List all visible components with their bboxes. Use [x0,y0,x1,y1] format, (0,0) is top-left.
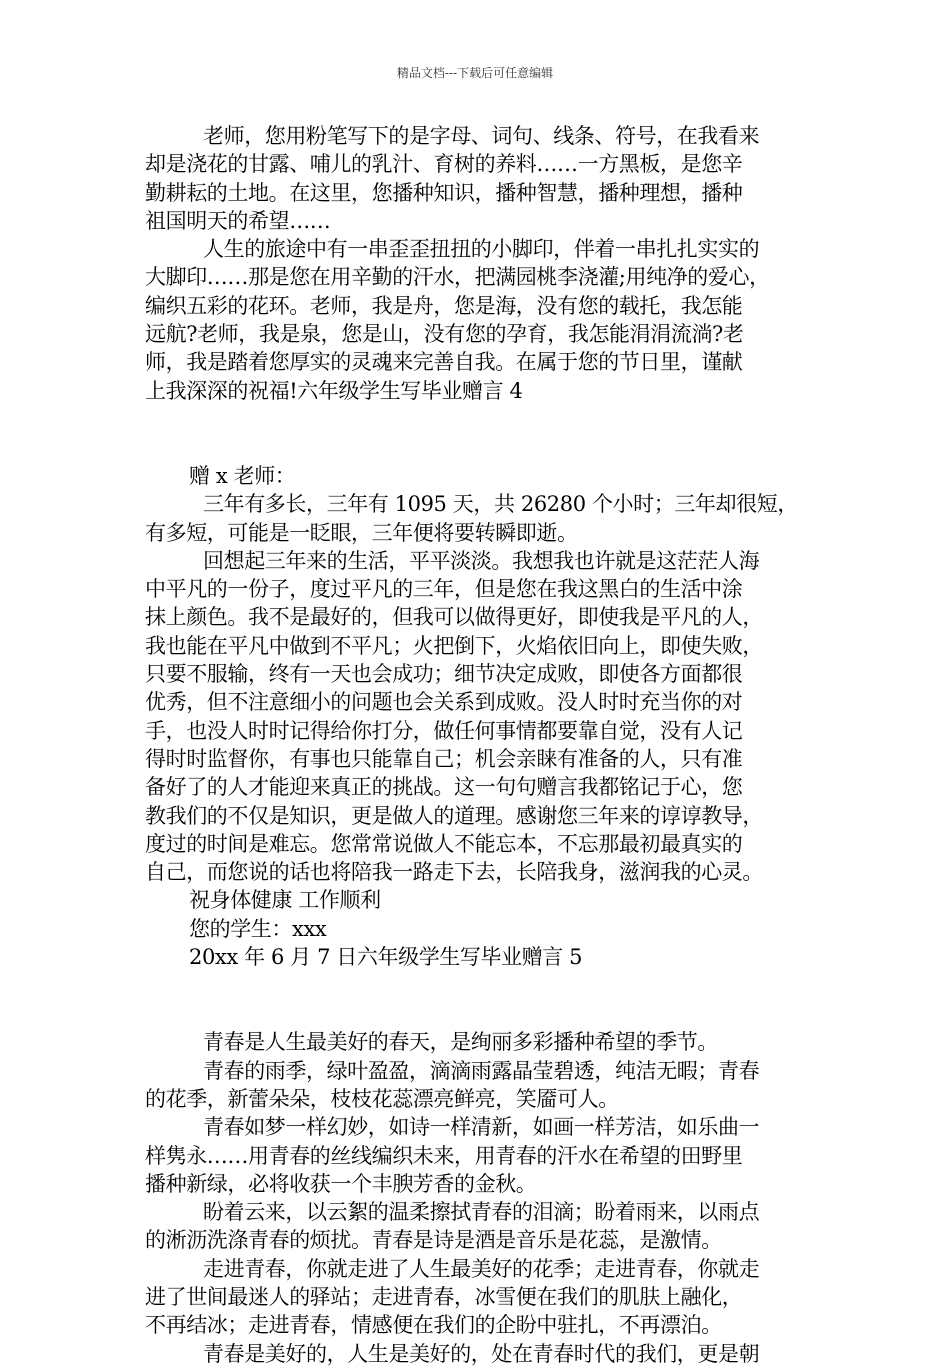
text-line: 勤耕耘的土地。在这里，您播种知识，播种智慧，播种理想，播种 [145,180,743,205]
text-line: 备好了的人才能迎来真正的挑战。这一句句赠言我都铭记于心，您 [145,775,743,800]
text-line: 师，我是踏着您厚实的灵魂来完善自我。在属于您的节日里，谨献 [145,350,743,375]
text-line: 的淅沥洗涤青春的烦扰。青春是诗是酒是音乐是花蕊，是激情。 [145,1228,722,1253]
text-line: 青春是人生最美好的春天，是绚丽多彩播种希望的季节。 [203,1030,718,1055]
salutation: 赠 x 老师： [189,463,296,488]
text-line: 抹上颜色。我不是最好的，但我可以做得更好，即使我是平凡的人， [145,605,763,630]
text-line: 老师，您用粉笔写下的是字母、词句、线条、符号，在我看来 [203,124,760,148]
text-line: 人生的旅途中有一串歪歪扭扭的小脚印，伴着一串扎扎实实的 [203,237,760,262]
date-heading-line: 20xx 年 6 月 7 日六年级学生写毕业赠言 5 [189,945,583,970]
text-line: 编织五彩的花环。老师，我是舟，您是海，没有您的载托，我怎能 [145,293,743,318]
signature-line: 您的学生：xxx [189,916,327,941]
text-line: 大脚印……那是您在用辛勤的汗水，把满园桃李浇灌;用纯净的爱心， [145,265,770,290]
text-line: 走进青春，你就走进了人生最美好的花季；走进青春，你就走 [203,1256,760,1281]
text-line: 优秀，但不注意细小的问题也会关系到成败。没人时时充当你的对 [145,690,743,715]
text-line: 只要不服输，终有一天也会成功；细节决定成败，即使各方面都很 [145,662,743,687]
blank-gap [145,971,825,1028]
text-line: 样隽永……用青春的丝线编织未来，用青春的汗水在希望的田野里 [145,1143,743,1168]
text-line: 祖国明天的希望…… [145,208,331,233]
blank-gap [145,405,825,462]
text-line: 中平凡的一份子，度过平凡的三年，但是您在我这黑白的生活中涂 [145,577,743,602]
text-line: 远航?老师，我是泉，您是山，没有您的孕育，我怎能涓涓流淌?老 [145,322,744,347]
text-line: 三年有多长，三年有 1095 天，共 26280 个小时；三年却很短， [203,492,798,517]
text-line: 有多短，可能是一眨眼，三年便将要转瞬即逝。 [145,520,578,545]
section-heading-line: 上我深深的祝福!六年级学生写毕业赠言 4 [145,378,523,403]
text-line: 不再结冰；走进青春，情感便在我们的企盼中驻扎，不再漂泊。 [145,1313,722,1338]
text-line: 的花季，新蕾朵朵，枝枝花蕊漂亮鲜亮，笑靥可人。 [145,1086,619,1111]
text-line: 自己，而您说的话也将陪我一路走下去，长陪我身，滋润我的心灵。 [145,860,763,885]
text-line: 教我们的不仅是知识，更是做人的道理。感谢您三年来的谆谆教导， [145,803,763,828]
text-line: 回想起三年来的生活，平平淡淡。我想我也许就是这茫茫人海 [203,548,760,573]
text-line: 我也能在平凡中做到不平凡；火把倒下，火焰依旧向上，即使失败， [145,633,763,658]
text-line: 盼着云来，以云絮的温柔擦拭青春的泪滴；盼着雨来，以雨点 [203,1200,760,1225]
text-line: 度过的时间是难忘。您常常说做人不能忘本，不忘那最初最真实的 [145,831,743,856]
text-line: 手，也没人时时记得给你打分，做任何事情都要靠自觉，没有人记 [145,718,743,743]
text-line: 却是浇花的甘露、哺儿的乳汁、育树的养料……一方黑板，是您辛 [145,152,743,177]
document-body [145,122,825,1368]
page-header: 精品文档---下载后可任意编辑 [396,66,554,80]
text-line: 进了世间最迷人的驿站；走进青春，冰雪便在我们的肌肤上融化， [145,1284,743,1309]
text-line: 青春如梦一样幻妙，如诗一样清新，如画一样芳洁，如乐曲一 [203,1115,760,1140]
text-line: 得时时监督你，有事也只能靠自己；机会亲睐有准备的人，只有准 [145,746,743,771]
text-line: 青春的雨季，绿叶盈盈，滴滴雨露晶莹碧透，纯洁无暇；青春 [203,1058,760,1083]
text-line: 播种新绿，必将收获一个丰腴芳香的金秋。 [145,1171,537,1196]
closing-wish: 祝身体健康 工作顺利 [189,888,381,913]
text-line: 青春是美好的，人生是美好的，处在青春时代的我们，更是朝 [203,1341,760,1366]
